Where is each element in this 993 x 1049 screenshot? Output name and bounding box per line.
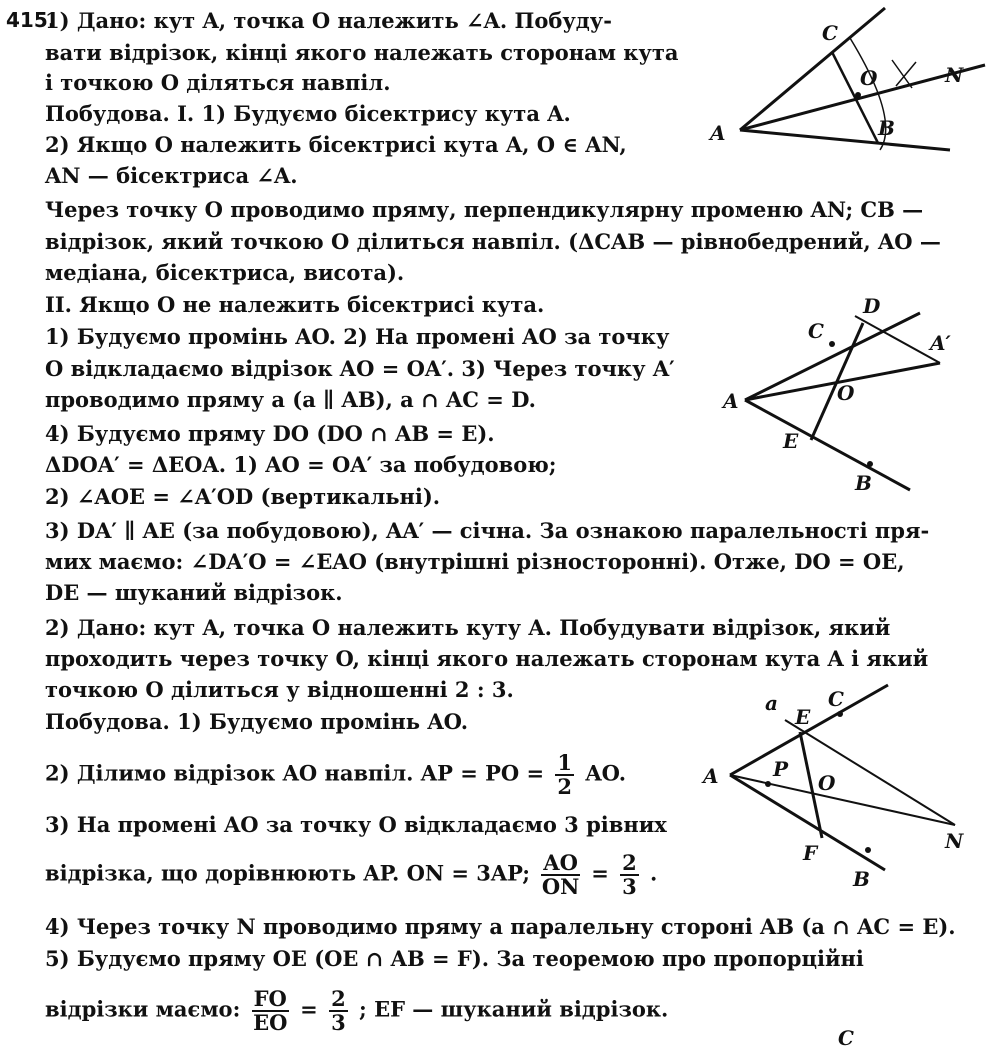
figure-bisector [700,0,993,175]
label-N: N [945,829,964,853]
text-line: AN — бісектриса ∠A. [45,163,298,188]
point-P [765,781,771,787]
label-F: F [803,841,818,865]
label-E: E [795,705,811,729]
label-C: C [808,319,824,343]
fraction [620,852,639,898]
label-P: P [773,757,789,781]
ray-AB [740,130,950,150]
text-line: Побудова. 1) Будуємо промінь AO. [45,709,469,734]
text-segment: 2) Ділимо відрізок AO навпіл. AP = PO = [45,760,545,786]
label-A: A [710,121,726,145]
label-B: B [853,867,870,890]
denominator: 3 [622,874,637,899]
figure-ratio-division [700,680,985,890]
text-line-fraction [45,752,626,798]
label-C: C [838,1026,854,1049]
text-line: 2) Якщо O належить бісектрисі кута A, O ∈ AN, [45,132,627,157]
text-line: O відкладаємо відрізок AO = OA′. 3) Через точку A′ [45,356,675,381]
text-line: 2) ∠AOE = ∠A′OD (вертикальні). [45,484,441,509]
denominator: 2 [557,774,573,799]
text-line: ΔDOA′ = ΔEOA. 1) AO = OA′ за побудовою; [45,452,557,477]
fraction [252,988,289,1034]
text-line: 3) DA′ ∥ AE (за побудовою), AA′ — січна. За ознакою паралельності пря- [45,518,930,543]
line-a [785,720,955,825]
label-A: A [723,389,739,413]
label-N: N [945,63,964,87]
denominator: ON [541,874,580,899]
point [867,461,873,467]
text-line: вати відрізок, кінці якого належать сторонам кута [45,40,679,65]
text-line: 2) Дано: кут A, точка O належить куту A. Побудувати відрізок, який [45,615,891,640]
text-line: мих маємо: ∠DA′O = ∠EAO (внутрішні різносторонні). Отже, DO = OE, [45,549,905,574]
label-E: E [783,429,799,453]
figure-segment-halved [715,288,985,498]
label-A-prime: A′ [930,331,951,355]
label-B: B [878,116,895,140]
ray-AC [730,685,888,775]
text-segment: ; EF — шуканий відрізок. [359,996,669,1022]
fraction [555,752,574,798]
text-segment: AO. [585,760,627,786]
label-a: a [765,691,778,715]
numerator: FO [253,986,287,1011]
text-line: DE — шуканий відрізок. [45,580,343,605]
ray-AB [745,400,910,490]
ray-AN [730,775,955,825]
point [865,847,871,853]
label-C: C [828,687,844,711]
ray-AC [745,313,920,400]
text-line: 1) Дано: кут A, точка O належить ∠A. Побуду- [45,8,612,33]
label-O: O [837,381,855,405]
denominator: 3 [331,1010,346,1035]
label-O: O [860,66,878,90]
text-line: відрізок, який точкою O ділиться навпіл. (ΔCAB — рівнобедрений, AO — [45,229,941,254]
text-segment: відрізки маємо: [45,996,241,1022]
text-segment: відрізка, що дорівнюють AP. ON = 3AP; [45,860,530,886]
text-line: проводимо пряму a (a ∥ AB), a ∩ AC = D. [45,387,536,412]
text-line-fraction [45,852,657,898]
equals-sign: = [300,996,318,1022]
problem-number: 415. [6,8,56,32]
text-line: 4) Через точку N проводимо пряму a паралельну стороні AB (a ∩ AC = E). [45,914,956,939]
text-line: 5) Будуємо пряму OE (OE ∩ AB = F). За теоремою про пропорційні [45,946,864,971]
text-line: Побудова. I. 1) Будуємо бісектрису кута A. [45,101,571,126]
point [837,711,843,717]
numerator: 1 [557,750,573,775]
label-O: O [818,771,836,795]
label-B: B [855,471,872,495]
text-line: 3) На промені AO за точку O відкладаємо 3 рівних [45,812,667,837]
text-line: точкою O ділиться у відношенні 2 : 3. [45,677,514,702]
label-A: A [703,764,719,788]
text-line: проходить через точку O, кінці якого належать сторонам кута A і який [45,646,929,671]
point [829,341,835,347]
text-line: 1) Будуємо промінь AO. 2) На промені AO за точку [45,324,670,349]
denominator: EO [253,1010,288,1035]
corner-figure-fragment [830,1025,870,1049]
point-O [855,92,861,98]
text-line: медіана, бісектриса, висота). [45,260,405,285]
text-line-fraction [45,988,668,1034]
text-line: і точкою O діляться навпіл. [45,70,391,95]
numerator: 2 [331,986,346,1011]
fraction [329,988,348,1034]
label-D: D [863,294,881,318]
numerator: AO [543,850,578,875]
equals-sign: = [591,860,609,886]
label-C: C [822,21,838,45]
text-segment: . [650,860,658,886]
numerator: 2 [622,850,637,875]
text-line: Через точку O проводимо пряму, перпендикулярну променю AN; CB — [45,197,924,222]
fraction [541,852,580,898]
text-line: 4) Будуємо пряму DO (DO ∩ AB = E). [45,421,495,446]
text-line: II. Якщо O не належить бісектрисі кута. [45,292,545,317]
